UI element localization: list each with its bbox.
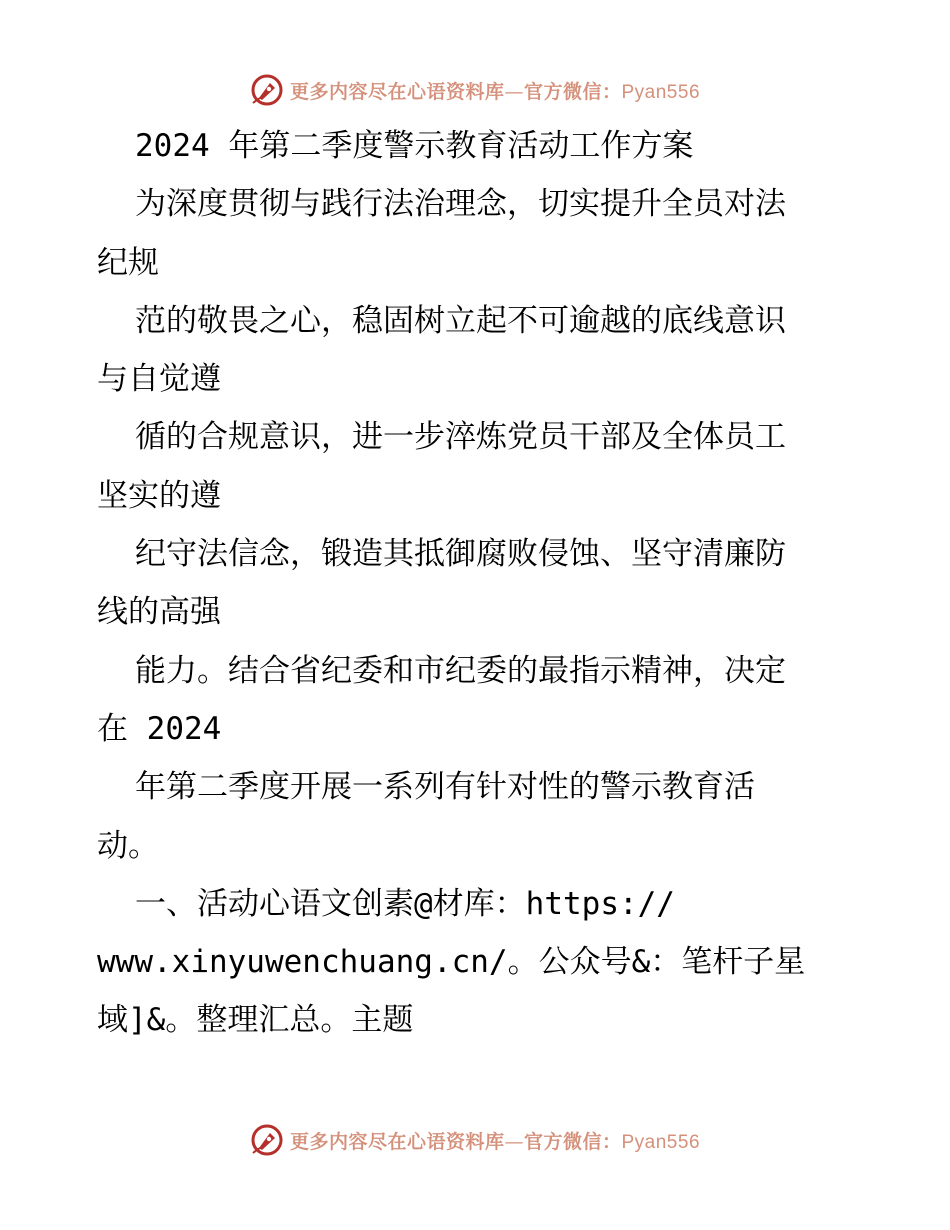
document-line: 为深度贯彻与践行法治理念，切实提升全员对法	[135, 186, 786, 223]
document-line: 坚实的遵	[97, 477, 221, 514]
pen-nib-logo-icon	[250, 1123, 284, 1157]
watermark-text	[290, 77, 700, 104]
document-line: 域]&。整理汇总。主题	[97, 1002, 414, 1039]
document-line: www.xinyuwenchuang.cn/。公众号&：笔杆子星	[97, 944, 806, 981]
document-body	[97, 117, 857, 1050]
document-line: 年第二季度开展一系列有针对性的警示教育活	[135, 769, 755, 806]
watermark-wechat-label: 官方微信：	[523, 1130, 622, 1153]
document-line: 动。	[97, 827, 159, 864]
document-line: 线的高强	[97, 594, 221, 631]
document-line: 2024 年第二季度警示教育活动工作方案	[135, 128, 694, 164]
document-line: 一、活动心语文创素@材库：https://	[135, 885, 675, 922]
watermark-wechat-id: Pyan556	[621, 1131, 701, 1153]
watermark-text	[290, 1127, 700, 1154]
watermark-wechat-label: 官方微信：	[523, 80, 622, 103]
top-watermark-banner	[0, 70, 950, 110]
document-line: 范的敬畏之心，稳固树立起不可逾越的底线意识	[135, 302, 786, 339]
watermark-brand: 更多内容尽在心语资料库	[289, 80, 505, 103]
pen-nib-logo-icon	[250, 73, 284, 107]
document-line: 在 2024	[97, 710, 222, 747]
document-line: 纪守法信念，锻造其抵御腐败侵蚀、坚守清廉防	[135, 536, 786, 573]
watermark-wechat-id: Pyan556	[621, 81, 701, 103]
document-line: 能力。结合省纪委和市纪委的最指示精神，决定	[135, 652, 786, 689]
document-line: 纪规	[97, 244, 159, 281]
document-line: 循的合规意识，进一步淬炼党员干部及全体员工	[135, 419, 786, 456]
watermark-brand: 更多内容尽在心语资料库	[289, 1130, 505, 1153]
watermark-separator: —	[504, 1130, 524, 1153]
document-line: 与自觉遵	[97, 361, 221, 398]
bottom-watermark-banner	[0, 1120, 950, 1160]
watermark-separator: —	[504, 80, 524, 103]
